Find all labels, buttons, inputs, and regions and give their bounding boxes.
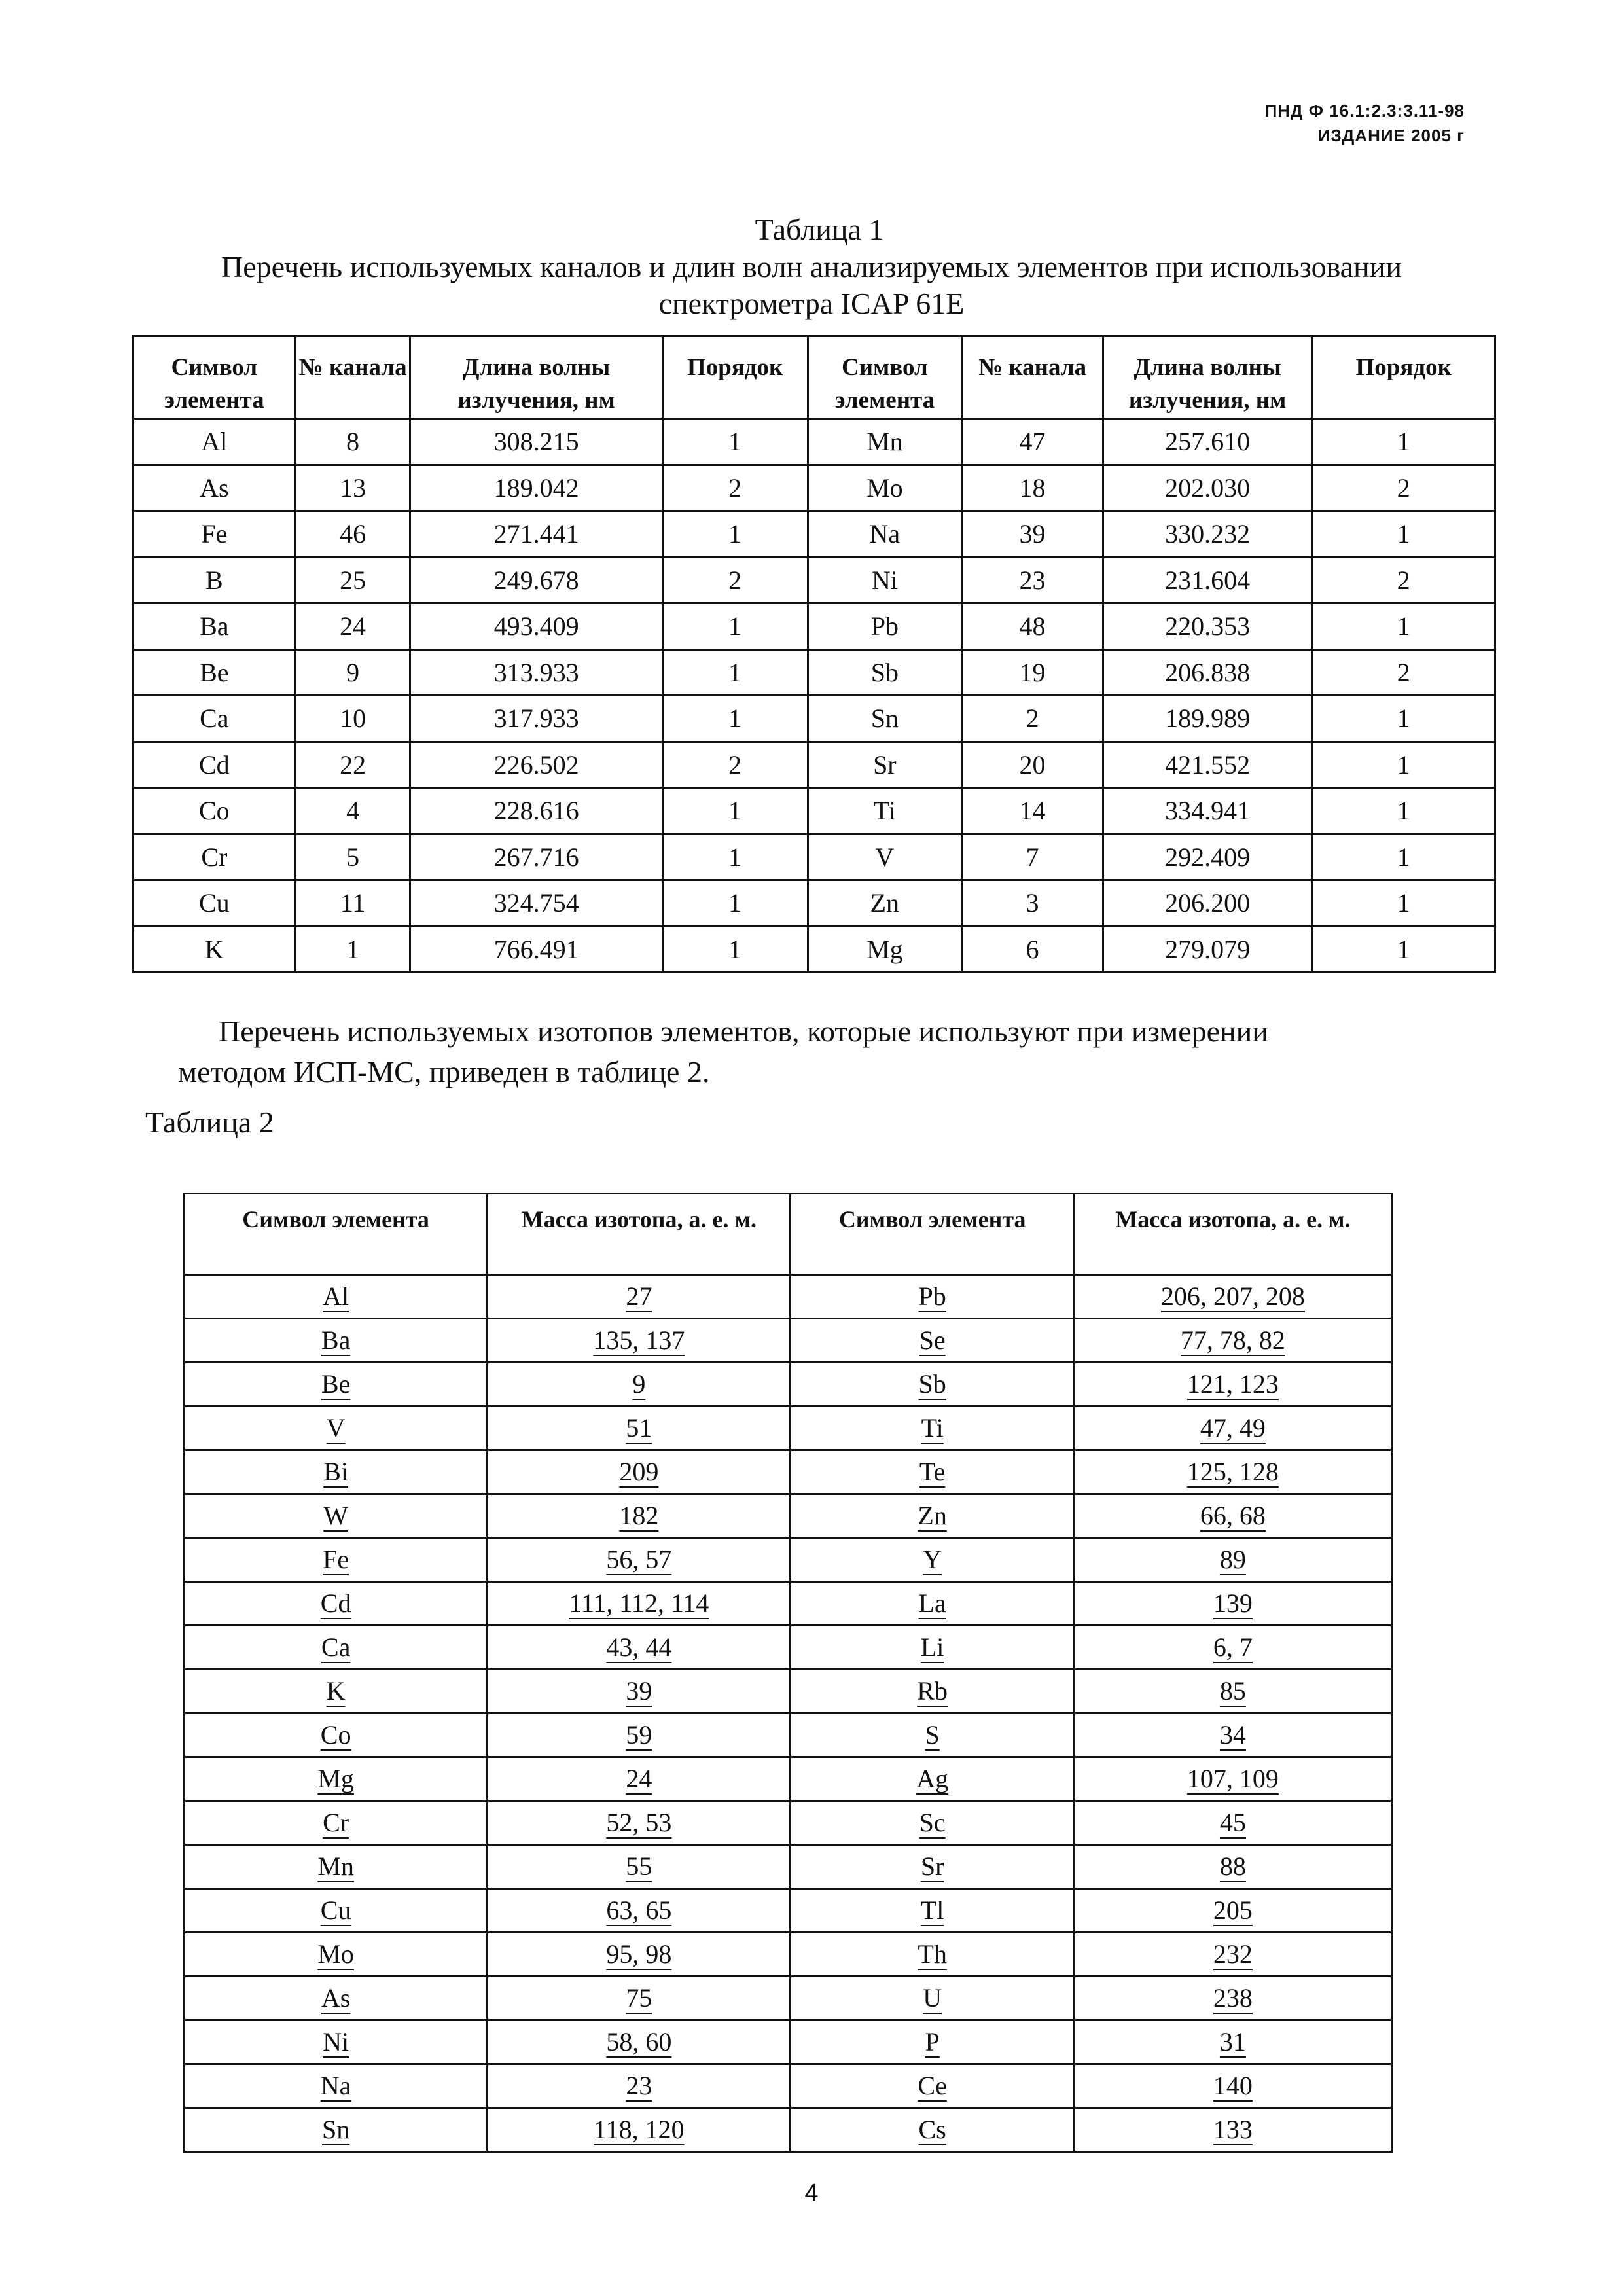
table1-cell: 2 [662, 465, 808, 511]
table1-cell: 7 [962, 834, 1103, 880]
table1-cell: 257.610 [1103, 419, 1312, 465]
table2-cell: Th [791, 1933, 1074, 1977]
table1-cell: Sr [808, 742, 962, 788]
table2-cell: 133 [1074, 2108, 1391, 2152]
table2-cell: 107, 109 [1074, 1757, 1391, 1801]
table1-cell: 47 [962, 419, 1103, 465]
table2-row [185, 1933, 1392, 1977]
table1-cell: 18 [962, 465, 1103, 511]
table2-cell: 23 [488, 2064, 791, 2108]
table1-cell: 1 [662, 926, 808, 973]
table1-cell: 1 [1312, 788, 1495, 834]
table1-cell: B [134, 557, 296, 603]
table2-cell: 63, 65 [488, 1889, 791, 1933]
table2-row [185, 1713, 1392, 1757]
table2-header-cell: Масса изотопа, а. е. м. [1074, 1194, 1391, 1275]
table1-cell: 2 [1312, 557, 1495, 603]
table1-row [134, 419, 1495, 465]
table2-cell: 43, 44 [488, 1626, 791, 1670]
table2-cell: 27 [488, 1275, 791, 1319]
table1-cell: 4 [295, 788, 410, 834]
table1-header-cell: Длина волны излучения, нм [1103, 336, 1312, 419]
table2-cell: Ni [185, 2020, 488, 2064]
table1-header-cell: № канала [962, 336, 1103, 419]
table1-cell: K [134, 926, 296, 973]
table2-cell: Cr [185, 1801, 488, 1845]
table2-cell: 121, 123 [1074, 1363, 1391, 1407]
table2-cell: Sn [185, 2108, 488, 2152]
table2-row [185, 1626, 1392, 1670]
table2-cell: 95, 98 [488, 1933, 791, 1977]
table1-cell: Ba [134, 603, 296, 650]
table1-cell: 19 [962, 649, 1103, 696]
table1-cell: 1 [662, 649, 808, 696]
table2-cell: Be [185, 1363, 488, 1407]
table2-cell: V [185, 1407, 488, 1450]
table2-cell: 232 [1074, 1933, 1391, 1977]
table1-header-cell: Символ элемента [808, 336, 962, 419]
table2-cell: 58, 60 [488, 2020, 791, 2064]
table2-cell: 6, 7 [1074, 1626, 1391, 1670]
table2-cell: Te [791, 1450, 1074, 1494]
table2-cell: As [185, 1977, 488, 2020]
table1-cell: 228.616 [410, 788, 662, 834]
table1-cell: 1 [1312, 603, 1495, 650]
table2-cell: 85 [1074, 1670, 1391, 1713]
table2-row [185, 1889, 1392, 1933]
table2-cell: Pb [791, 1275, 1074, 1319]
table2-row [185, 1450, 1392, 1494]
table1-label: Таблица 1 [755, 213, 884, 246]
table1-cell: 5 [295, 834, 410, 880]
table1-cell: Ca [134, 696, 296, 742]
table2-cell: Ce [791, 2064, 1074, 2108]
table2-cell: K [185, 1670, 488, 1713]
table1-cell: 22 [295, 742, 410, 788]
table2-cell: 45 [1074, 1801, 1391, 1845]
table2-header-cell: Символ элемента [185, 1194, 488, 1275]
table2-cell: 51 [488, 1407, 791, 1450]
table2-cell: La [791, 1582, 1074, 1626]
table1-cell: 267.716 [410, 834, 662, 880]
table1-cell: 334.941 [1103, 788, 1312, 834]
table1-cell: 1 [662, 880, 808, 927]
table1-cell: 2 [962, 696, 1103, 742]
table1-cell: 317.933 [410, 696, 662, 742]
table1-cell: 249.678 [410, 557, 662, 603]
table2-cell: Ba [185, 1319, 488, 1363]
table2-cell: Cd [185, 1582, 488, 1626]
table1-cell: 20 [962, 742, 1103, 788]
table1-row [134, 465, 1495, 511]
table1-row [134, 742, 1495, 788]
table1-cell: Sn [808, 696, 962, 742]
table2 [183, 1193, 1393, 2153]
table1-cell: 1 [662, 788, 808, 834]
table2-row [185, 1757, 1392, 1801]
table1-cell: 1 [1312, 880, 1495, 927]
table1-cell: 6 [962, 926, 1103, 973]
table1-cell: 23 [962, 557, 1103, 603]
table1-cell: 8 [295, 419, 410, 465]
table2-row [185, 1801, 1392, 1845]
table2-cell: U [791, 1977, 1074, 2020]
table2-cell: Na [185, 2064, 488, 2108]
page-number: 4 [804, 2179, 819, 2207]
table2-row [185, 1319, 1392, 1363]
table2-cell: Al [185, 1275, 488, 1319]
table1-cell: Zn [808, 880, 962, 927]
table2-cell: 89 [1074, 1538, 1391, 1582]
table1-cell: 206.838 [1103, 649, 1312, 696]
table2-row [185, 2108, 1392, 2152]
table2-cell: 77, 78, 82 [1074, 1319, 1391, 1363]
table2-row [185, 1845, 1392, 1889]
table2-row [185, 2064, 1392, 2108]
table1-row [134, 557, 1495, 603]
table2-cell: W [185, 1494, 488, 1538]
table1-header-cell: Символ элемента [134, 336, 296, 419]
table2-cell: Ti [791, 1407, 1074, 1450]
table2-cell: Co [185, 1713, 488, 1757]
table1-cell: 1 [295, 926, 410, 973]
table1-cell: 493.409 [410, 603, 662, 650]
table1-row [134, 649, 1495, 696]
table1-cell: Al [134, 419, 296, 465]
table2-header-cell: Масса изотопа, а. е. м. [488, 1194, 791, 1275]
table1-cell: 1 [1312, 742, 1495, 788]
table2-header-row [185, 1194, 1392, 1275]
table1-cell: Cu [134, 880, 296, 927]
table1-cell: 2 [662, 742, 808, 788]
table2-cell: 34 [1074, 1713, 1391, 1757]
table2-row [185, 1538, 1392, 1582]
table2-cell: 238 [1074, 1977, 1391, 2020]
table1-cell: 279.079 [1103, 926, 1312, 973]
table1-cell: 202.030 [1103, 465, 1312, 511]
table1-header-row [134, 336, 1495, 419]
table2-cell: 52, 53 [488, 1801, 791, 1845]
table1-cell: 2 [1312, 649, 1495, 696]
table1-title: Перечень используемых каналов и длин волн анализируемых элементов при использовании спектрометра ICAP 61E [221, 250, 1402, 320]
table1-cell: Mn [808, 419, 962, 465]
table1-cell: 24 [295, 603, 410, 650]
table2-cell: Cs [791, 2108, 1074, 2152]
table2-cell: 118, 120 [488, 2108, 791, 2152]
table2-cell: Tl [791, 1889, 1074, 1933]
table2-cell: Mo [185, 1933, 488, 1977]
table2-row [185, 1407, 1392, 1450]
table1-cell: 1 [662, 419, 808, 465]
table2-cell: S [791, 1713, 1074, 1757]
table1-row [134, 834, 1495, 880]
table2-cell: Li [791, 1626, 1074, 1670]
table2-cell: Cu [185, 1889, 488, 1933]
table2-cell: P [791, 2020, 1074, 2064]
table1-cell: 46 [295, 511, 410, 558]
table1-cell: 189.989 [1103, 696, 1312, 742]
table2-cell: Ag [791, 1757, 1074, 1801]
table2-cell: 111, 112, 114 [488, 1582, 791, 1626]
table2-cell: Zn [791, 1494, 1074, 1538]
table1-cell: 766.491 [410, 926, 662, 973]
table1-cell: 1 [662, 834, 808, 880]
table1-header-cell: Порядок [662, 336, 808, 419]
paragraph-line1: Перечень используемых изотопов элементов, которые используют при измерении [219, 1014, 1268, 1048]
table2-row [185, 1494, 1392, 1538]
table1-cell: 2 [662, 557, 808, 603]
table2-cell: Mg [185, 1757, 488, 1801]
table2-cell: 209 [488, 1450, 791, 1494]
table2-cell: 39 [488, 1670, 791, 1713]
table2-row [185, 1977, 1392, 2020]
table1-cell: 231.604 [1103, 557, 1312, 603]
table2-cell: Sc [791, 1801, 1074, 1845]
table2-cell: 135, 137 [488, 1319, 791, 1363]
table1-body [134, 419, 1495, 973]
table1-cell: Ni [808, 557, 962, 603]
table1-cell: Mo [808, 465, 962, 511]
table2-cell: 9 [488, 1363, 791, 1407]
table1-cell: 206.200 [1103, 880, 1312, 927]
table1-cell: 271.441 [410, 511, 662, 558]
document-header [1265, 98, 1465, 148]
table2-row [185, 2020, 1392, 2064]
table2-cell: Se [791, 1319, 1074, 1363]
table2-cell: 205 [1074, 1889, 1391, 1933]
table1-cell: 3 [962, 880, 1103, 927]
edition-label: ИЗДАНИЕ 2005 г [1317, 126, 1465, 145]
paragraph-line2: методом ИСП-МС, приведен в таблице 2. [178, 1055, 710, 1088]
table2-cell: 88 [1074, 1845, 1391, 1889]
table1 [132, 335, 1496, 973]
table2-cell: Sb [791, 1363, 1074, 1407]
table2-row [185, 1670, 1392, 1713]
table1-cell: 13 [295, 465, 410, 511]
table2-cell: Ca [185, 1626, 488, 1670]
table2-cell: 66, 68 [1074, 1494, 1391, 1538]
table1-cell: 189.042 [410, 465, 662, 511]
table1-cell: 39 [962, 511, 1103, 558]
table2-row [185, 1582, 1392, 1626]
table2-cell: 24 [488, 1757, 791, 1801]
table1-cell: 226.502 [410, 742, 662, 788]
table1-cell: 48 [962, 603, 1103, 650]
table1-cell: 1 [1312, 419, 1495, 465]
table1-header-cell: Порядок [1312, 336, 1495, 419]
table1-cell: Na [808, 511, 962, 558]
table1-cell: 308.215 [410, 419, 662, 465]
table1-cell: 14 [962, 788, 1103, 834]
table2-cell: 125, 128 [1074, 1450, 1391, 1494]
table1-cell: 324.754 [410, 880, 662, 927]
table1-cell: 1 [662, 511, 808, 558]
table1-cell: Fe [134, 511, 296, 558]
table2-cell: 139 [1074, 1582, 1391, 1626]
table1-row [134, 696, 1495, 742]
table1-cell: Sb [808, 649, 962, 696]
table1-header-cell: № канала [295, 336, 410, 419]
table1-cell: 1 [1312, 511, 1495, 558]
table2-cell: Rb [791, 1670, 1074, 1713]
table2-cell: 182 [488, 1494, 791, 1538]
table1-cell: Cd [134, 742, 296, 788]
table2-label: Таблица 2 [145, 1105, 274, 1139]
table1-row [134, 603, 1495, 650]
table1-cell: Be [134, 649, 296, 696]
table1-cell: 11 [295, 880, 410, 927]
table2-cell: 31 [1074, 2020, 1391, 2064]
table1-row [134, 511, 1495, 558]
table1-cell: As [134, 465, 296, 511]
table2-cell: 140 [1074, 2064, 1391, 2108]
table1-cell: 292.409 [1103, 834, 1312, 880]
table1-cell: 330.232 [1103, 511, 1312, 558]
table1-cell: 2 [1312, 465, 1495, 511]
table2-body [185, 1275, 1392, 2152]
table1-cell: Pb [808, 603, 962, 650]
table1-cell: V [808, 834, 962, 880]
table1-cell: 25 [295, 557, 410, 603]
table1-cell: 1 [1312, 834, 1495, 880]
table2-header-cell: Символ элемента [791, 1194, 1074, 1275]
table1-cell: 1 [1312, 696, 1495, 742]
table1-cell: 1 [1312, 926, 1495, 973]
table1-cell: Co [134, 788, 296, 834]
table2-cell: Sr [791, 1845, 1074, 1889]
table2-row [185, 1363, 1392, 1407]
table1-row [134, 880, 1495, 927]
table1-row [134, 788, 1495, 834]
table1-cell: 1 [662, 603, 808, 650]
table1-cell: Cr [134, 834, 296, 880]
table1-row [134, 926, 1495, 973]
table1-cell: 1 [662, 696, 808, 742]
table1-cell: Mg [808, 926, 962, 973]
table2-cell: 56, 57 [488, 1538, 791, 1582]
table1-cell: 421.552 [1103, 742, 1312, 788]
table2-cell: Bi [185, 1450, 488, 1494]
table2-cell: 59 [488, 1713, 791, 1757]
table1-cell: 9 [295, 649, 410, 696]
table2-row [185, 1275, 1392, 1319]
document-code: ПНД Ф 16.1:2.3:3.11-98 [1264, 101, 1465, 120]
table2-cell: Mn [185, 1845, 488, 1889]
table1-header-cell: Длина волны излучения, нм [410, 336, 662, 419]
table1-cell: Ti [808, 788, 962, 834]
table2-cell: Y [791, 1538, 1074, 1582]
table2-cell: 47, 49 [1074, 1407, 1391, 1450]
table1-cell: 10 [295, 696, 410, 742]
table1-cell: 313.933 [410, 649, 662, 696]
table2-cell: 55 [488, 1845, 791, 1889]
table1-cell: 220.353 [1103, 603, 1312, 650]
table2-cell: 206, 207, 208 [1074, 1275, 1391, 1319]
table2-cell: 75 [488, 1977, 791, 2020]
table2-cell: Fe [185, 1538, 488, 1582]
